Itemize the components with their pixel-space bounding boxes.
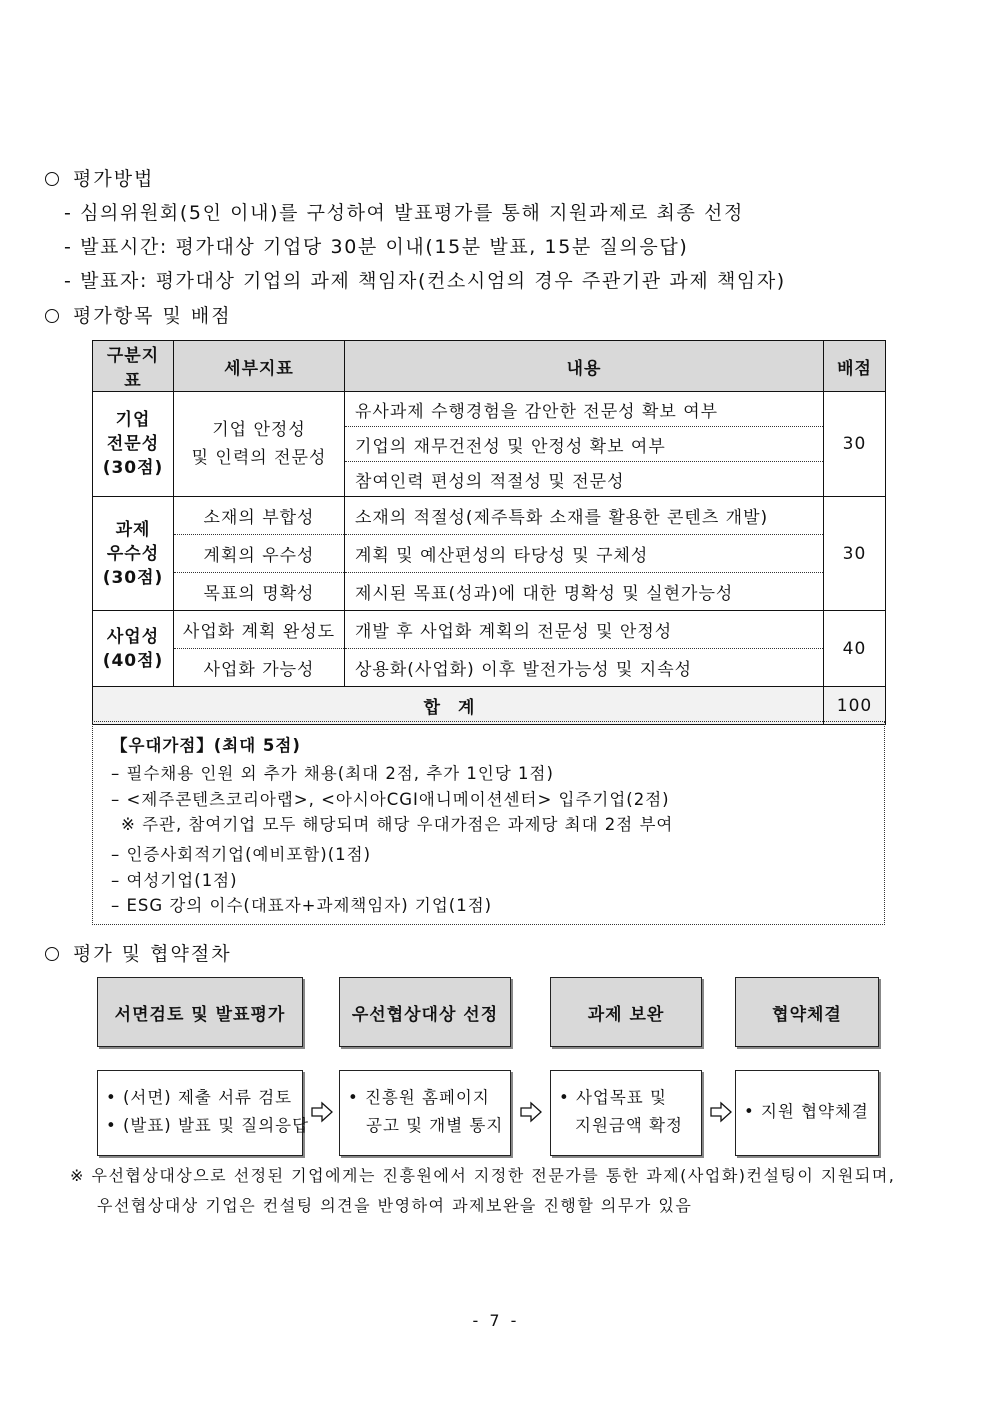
header-category: 구분지표	[93, 341, 174, 392]
content-cell: 상용화(사업화) 이후 발전가능성 및 지속성	[345, 649, 824, 687]
bonus-points-box	[92, 721, 885, 925]
table-row	[93, 497, 886, 535]
content-cell: 소재의 적절성(제주특화 소재를 활용한 콘텐츠 개발)	[345, 497, 824, 535]
detail-line: • (서면) 제출 서류 검토	[106, 1088, 293, 1107]
score-cell: 30	[824, 392, 886, 497]
detail-line: 지원금액 확정	[575, 1116, 683, 1135]
section-evaluation-items	[45, 301, 232, 328]
sub-indicator-line: 및 인력의 전문성	[191, 448, 327, 468]
category-cell	[93, 497, 174, 611]
sub-indicator-cell: 사업화 가능성	[174, 649, 345, 687]
bonus-title: 【우대가점】(최대 5점)	[111, 736, 301, 755]
table-row	[93, 649, 886, 687]
total-label: 합계	[93, 687, 824, 725]
table-row	[93, 392, 886, 427]
table-row	[93, 535, 886, 573]
content-cell: 제시된 목표(성과)에 대한 명확성 및 실현가능성	[345, 573, 824, 611]
score-cell: 40	[824, 611, 886, 687]
bonus-line: – ESG 강의 이수(대표자+과제책임자) 기업(1점)	[111, 896, 493, 915]
category-cell	[93, 392, 174, 497]
content-cell: 참여인력 편성의 적절성 및 전문성	[345, 462, 824, 497]
sub-indicator-cell: 목표의 명확성	[174, 573, 345, 611]
header-sub-indicator: 세부지표	[174, 341, 345, 392]
circle-bullet-icon	[45, 172, 59, 186]
section-title: 평가방법	[73, 168, 155, 190]
arrow-right-icon	[311, 1101, 333, 1123]
header-score: 배점	[824, 341, 886, 392]
category-cell	[93, 611, 174, 687]
step-detail-box	[97, 1070, 310, 1156]
content-cell: 기업의 재무건전성 및 안정성 확보 여부	[345, 427, 824, 462]
detail-line: • 진흥원 홈페이지	[348, 1088, 490, 1107]
category-line: 우수성	[106, 543, 160, 564]
step-detail-box	[735, 1070, 879, 1156]
sub-indicator-cell: 계획의 우수성	[174, 535, 345, 573]
detail-line: • (발표) 발표 및 질의응답	[106, 1116, 310, 1135]
arrow-right-icon	[520, 1101, 542, 1123]
method-line-3: - 발표자: 평가대상 기업의 과제 책임자(컨소시엄의 경우 주관기관 과제 책임자)	[64, 270, 786, 292]
footnote-line-2: 우선협상대상 기업은 컨설팅 의견을 반영하여 과제보완을 진행할 의무가 있음	[97, 1196, 693, 1215]
circle-bullet-icon	[45, 947, 59, 961]
footnote-line-1: ※ 우선협상대상으로 선정된 기업에게는 진흥원에서 지정한 전문가를 통한 과제(사업화)컨설팅이 지원되며,	[70, 1166, 896, 1185]
method-line-2: - 발표시간: 평가대상 기업당 30분 이내(15분 발표, 15분 질의응답)	[64, 236, 689, 258]
section-title: 평가항목 및 배점	[73, 305, 232, 327]
bonus-line: – 필수채용 인원 외 추가 채용(최대 2점, 추가 1인당 1점)	[111, 764, 554, 783]
detail-line: 공고 및 개별 통지	[366, 1116, 504, 1135]
evaluation-table	[92, 340, 886, 725]
score-cell: 30	[824, 497, 886, 611]
method-line-1: - 심의위원회(5인 이내)를 구성하여 발표평가를 통해 지원과제로 최종 선정	[64, 202, 744, 224]
bonus-line: – 여성기업(1점)	[111, 870, 238, 890]
content-cell: 유사과제 수행경험을 감안한 전문성 확보 여부	[345, 392, 824, 427]
category-line: (30점)	[102, 458, 164, 478]
detail-line: • 지원 협약체결	[744, 1102, 869, 1121]
section-procedure	[45, 939, 232, 966]
bonus-note: ※ 주관, 참여기업 모두 해당되며 해당 우대가점은 과제당 최대 2점 부여	[121, 815, 674, 834]
category-line: 사업성	[106, 626, 160, 647]
step-detail-box	[550, 1070, 702, 1156]
step-priority-selection: 우선협상대상 선정	[339, 977, 511, 1047]
bonus-line: – 인증사회적기업(예비포함)(1점)	[111, 845, 372, 864]
arrow-right-icon	[710, 1101, 732, 1123]
sub-indicator-cell: 사업화 계획 완성도	[174, 611, 345, 649]
content-cell: 개발 후 사업화 계획의 전문성 및 안정성	[345, 611, 824, 649]
table-header-row	[93, 341, 886, 392]
sub-indicator-cell: 소재의 부합성	[174, 497, 345, 535]
content-cell: 계획 및 예산편성의 타당성 및 구체성	[345, 535, 824, 573]
detail-line: • 사업목표 및	[559, 1088, 667, 1107]
category-line: 전문성	[106, 434, 160, 454]
category-line: 기업	[115, 410, 151, 430]
section-title: 평가 및 협약절차	[73, 943, 232, 965]
step-supplement: 과제 보완	[550, 977, 702, 1047]
sub-indicator-line: 기업 안정성	[212, 420, 306, 440]
sub-indicator-cell	[174, 392, 345, 497]
step-detail-box	[339, 1070, 511, 1156]
page-number: - 7 -	[472, 1311, 520, 1330]
bonus-line: – <제주콘텐츠코리아랩>, <아시아CGI애니메이션센터> 입주기업(2점)	[111, 789, 670, 809]
category-line: (40점)	[102, 650, 164, 671]
table-total-row	[93, 687, 886, 725]
step-review-presentation: 서면검토 및 발표평가	[97, 977, 303, 1047]
category-line: 과제	[115, 519, 151, 540]
circle-bullet-icon	[45, 309, 59, 323]
section-evaluation-method	[45, 164, 154, 191]
total-score: 100	[824, 687, 886, 725]
header-content: 내용	[345, 341, 824, 392]
table-row	[93, 573, 886, 611]
step-agreement: 협약체결	[735, 977, 879, 1047]
table-row	[93, 611, 886, 649]
category-line: (30점)	[102, 567, 164, 588]
